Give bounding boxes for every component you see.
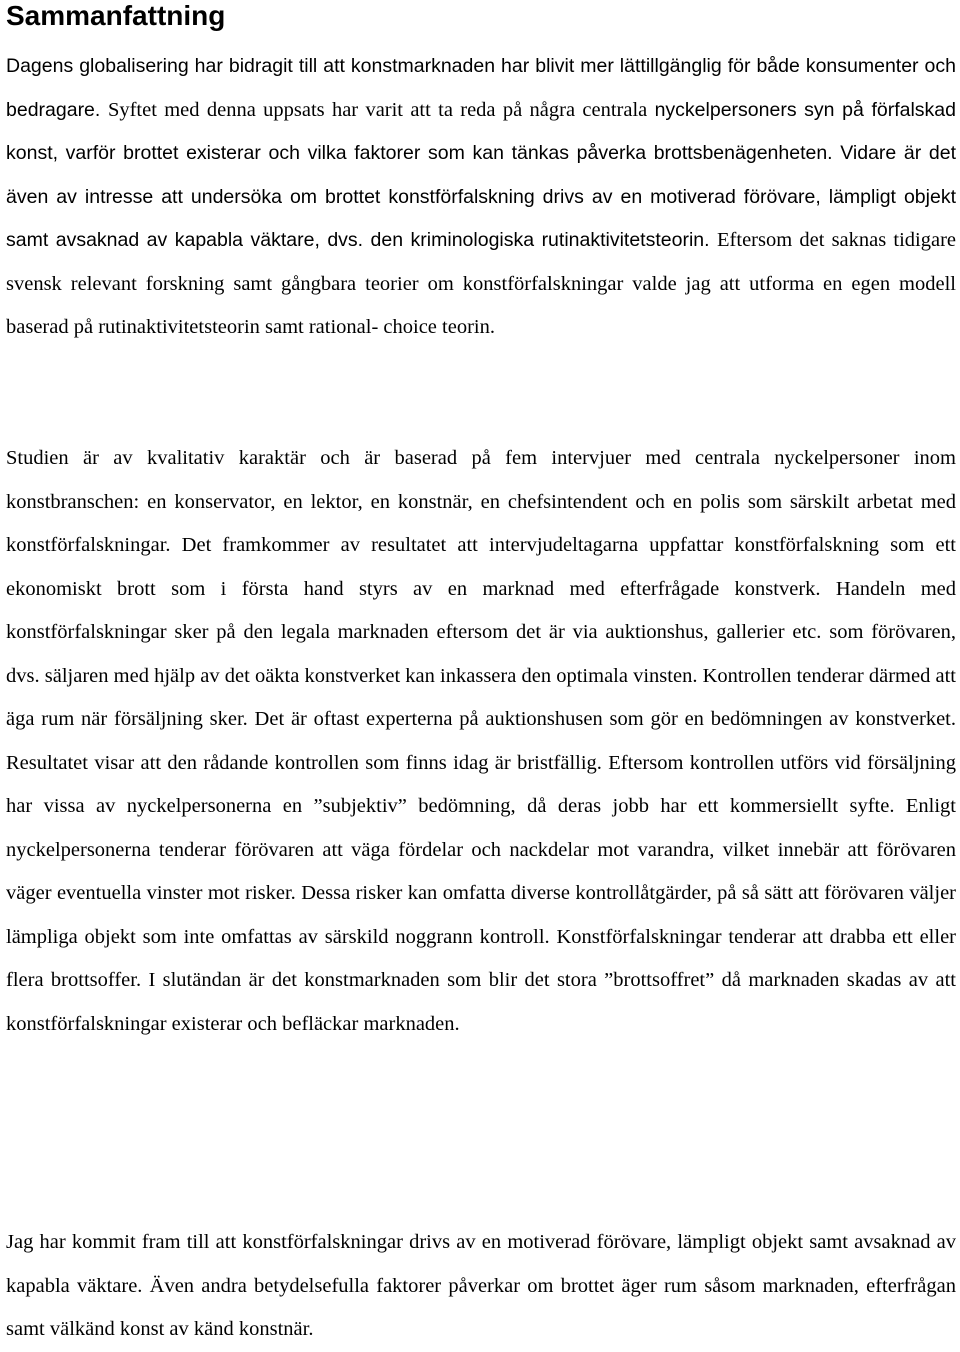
paragraph-3-run-1: Jag har kommit fram till att konstförfalskningar drivs av en motiverad förövare, lämpligt objekt samt avsaknad av kapabla väktare. Även andra betydelsefulla faktorer påverkar om brottet äger rum såsom marknaden, efterfrågan samt välkänd konst av känd konstnär. — [6, 1231, 956, 1340]
paragraph-1-run-4: Eftersom det saknas tidigare svensk relevant forskning samt gångbara teorier om konstförfalskningar valde jag att utforma en egen modell baserad på rutinaktivitetsteorin samt rational- choice teorin. — [6, 229, 957, 338]
summary-paragraph-3 — [6, 1221, 956, 1352]
summary-paragraph-1 — [6, 45, 956, 350]
paragraph-1-run-3: nyckelpersoners syn på förfalskad konst, varför brottet existerar och vilka faktorer som kan tänkas påverka brottsbenägenheten. Vidare är det även av intresse att undersöka om brottet konstförfalskning drivs av en motiverad förövare, lämpligt objekt samt avsaknad av kapabla väktare, dvs. den kriminologiska rutinaktivitetsteorin. — [6, 98, 956, 251]
paragraph-2-run-1: Studien är av kvalitativ karaktär och är baserad på fem intervjuer med centrala nyckelpersoner inom konstbranschen: en konservator, en lektor, en konstnär, en chefsintendent och en polis som särskilt arbetat med konstförfalskningar. Det framkommer av resultatet att intervjudeltagarna uppfattar konstförfalskning som ett ekonomiskt brott som i första hand styrs av en marknad med efterfrågade konstverk. Handeln med konstförfalskningar sker på den legala marknaden eftersom det är via auktionshus, gallerier etc. som förövaren, dvs. säljaren med hjälp av det oäkta konstverket kan inkassera den optimala vinsten. Kontrollen tenderar därmed att äga rum när försäljning sker. Det är oftast experterna på auktionshusen som gör en bedömningen av konstverket. Resultatet visar att den rådande kontrollen som finns idag är bristfällig. Eftersom kontrollen utförs vid försäljning har vissa av nyckelpersonerna en ”subjektiv” bedömning, då deras jobb har ett kommersiellt syfte. Enligt nyckelpersonerna tenderar förövaren att väga fördelar och nackdelar mot varandra, vilket innebär att förövaren väger eventuella vinster mot risker. Dessa risker kan omfatta diverse kontrollåtgärder, på så sätt att förövaren väljer lämpliga objekt som inte omfattas av särskild noggrann kontroll. Konstförfalskningar tenderar att drabba ett eller flera brottsoffer. I slutändan är det konstmarknaden som blir det stora ”brottsoffret” då marknaden skadas av att konstförfalskningar existerar och befläckar marknaden. — [6, 447, 956, 1035]
summary-paragraph-2 — [6, 437, 956, 1046]
paragraph-1-run-2: Syftet med denna uppsats har varit att ta reda på några centrala — [107, 98, 655, 121]
document-page — [6, 0, 957, 1340]
section-heading: Sammanfattning — [6, 0, 226, 31]
paragraph-1-run-1: Dagens globalisering har bidragit till att konstmarknaden har blivit mer lättillgänglig för både konsumenter och bedragare. — [6, 55, 956, 121]
